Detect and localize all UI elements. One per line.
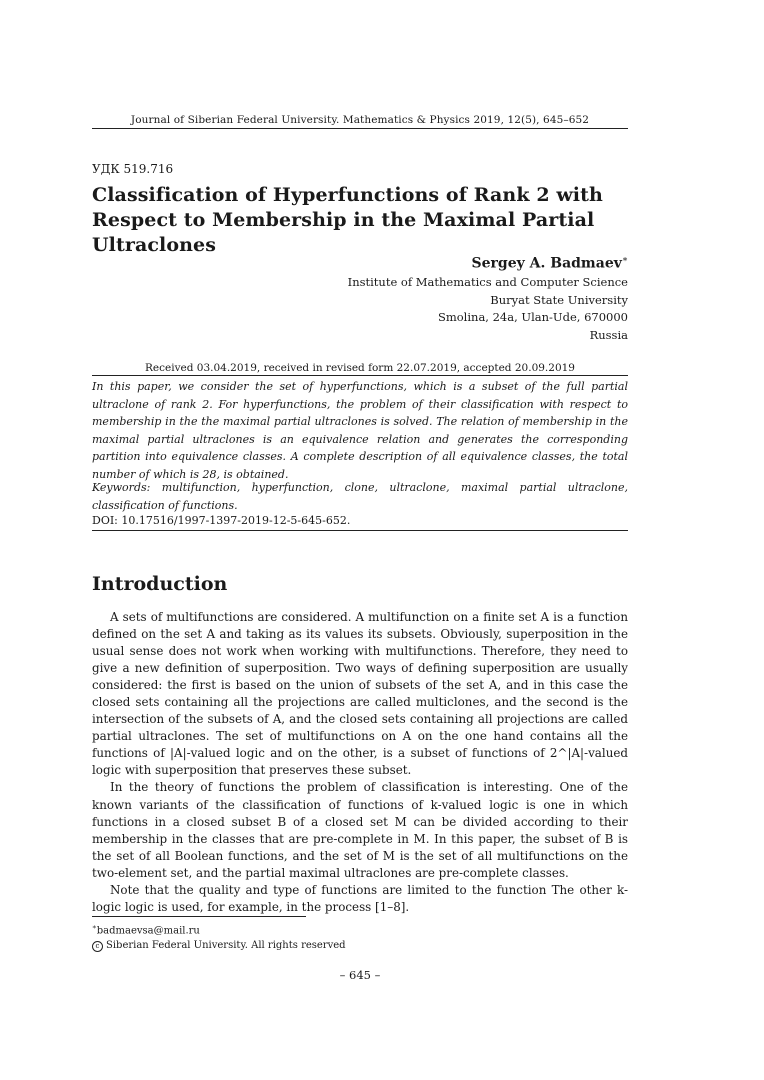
- affiliation-line-country: Russia: [589, 327, 628, 342]
- udc-code: УДК 519.716: [92, 162, 174, 176]
- running-head: Journal of Siberian Federal University. Mathematics & Physics 2019, 12(5), 645–652: [130, 114, 590, 126]
- footnotes: [92, 920, 346, 953]
- keywords-label: Keywords:: [92, 481, 151, 494]
- footnote-copyright: [92, 939, 346, 954]
- footnote-rule: [92, 916, 306, 917]
- affiliation-line-address: Smolina, 24a, Ulan-Ude, 670000: [437, 310, 628, 325]
- keywords-list: multifunction, hyperfunction, clone, ultraclone, maximal partial ultraclone, classification of functions.: [92, 481, 629, 512]
- introduction-paragraph-1: A sets of multifunctions are considered. A multifunction on a finite set A is a function defined on the set A and taking as its values its subsets. Obviously, superposition in the usual sense does not work when working with multifunctions. Therefore, they need to give a new definition of superposition. Two ways of defining superposition are usually considered: the first is based on the union of subsets of the set A, and in this case the closed sets containing all the projections are called multiclones, and the second is the intersection of the subsets of A, and the closed sets containing all projections are called partial ultraclones. The set of multifunctions on A on the one hand contains all the functions of |A|-valued logic and on the other, is a subset of functions of 2^|A|-valued logic with superposition that preserves these subset.: [92, 610, 628, 778]
- keywords: [92, 479, 628, 514]
- article-title: Classification of Hyperfunctions of Rank 2 with Respect to Membership in the Maximal Partial Ultraclones: [92, 184, 603, 256]
- received-dates: Received 03.04.2019, received in revised form 22.07.2019, accepted 20.09.2019: [145, 362, 575, 374]
- introduction-paragraph-3: Note that the quality and type of functions are limited to the function The other k-logic logic is used, for example, in the process [1–8].: [92, 882, 628, 914]
- affiliation-line-university: Buryat State University: [490, 292, 628, 307]
- abstract: In this paper, we consider the set of hyperfunctions, which is a subset of the full partial ultraclone of rank 2. For hyperfunctions, the problem of their classification with respect to membership in the the maximal partial ultraclones is solved. The relation of membership in the maximal partial ultraclones is an equivalence relation and generates the corresponding partition into equivalence classes. A complete description of all equivalence classes, the total number of which is 28, is obtained.: [92, 380, 628, 481]
- copyright-text: Siberian Federal University. All rights reserved: [106, 939, 346, 951]
- footnote-email-mark: ∗: [92, 923, 97, 931]
- abstract-bottom-rule: [92, 530, 628, 531]
- affiliation: [92, 274, 628, 344]
- introduction-paragraph-2: In the theory of functions the problem of classification is interesting. One of the known variants of the classification of functions of k-valued logic is one in which functions in a closed subset B of a closed set M can be divided according to their membership in the classes that are pre-complete in M. In this paper, the subset of B is the set of all Boolean functions, and the set of M is the set of all multifunctions on the two-element set, and the partial maximal ultraclones are pre-complete classes.: [92, 780, 628, 880]
- copyright-icon: c: [92, 941, 103, 952]
- abstract-top-rule: [92, 375, 628, 376]
- section-heading-introduction: Introduction: [92, 573, 228, 595]
- doi: DOI: 10.17516/1997-1397-2019-12-5-645-652.: [92, 514, 351, 527]
- author-email: badmaevsa@mail.ru: [96, 925, 200, 937]
- paper-page: [92, 0, 628, 1080]
- page-number: – 645 –: [339, 968, 381, 982]
- author-name: [472, 255, 628, 272]
- header-rule: [92, 128, 628, 129]
- affiliation-line-institute: Institute of Mathematics and Computer Science: [347, 275, 628, 289]
- author-footnote-mark: ∗: [621, 255, 628, 265]
- author-name-text: Sergey A. Badmaev: [471, 255, 622, 272]
- introduction-body: [92, 609, 628, 916]
- footnote-email: [92, 920, 346, 939]
